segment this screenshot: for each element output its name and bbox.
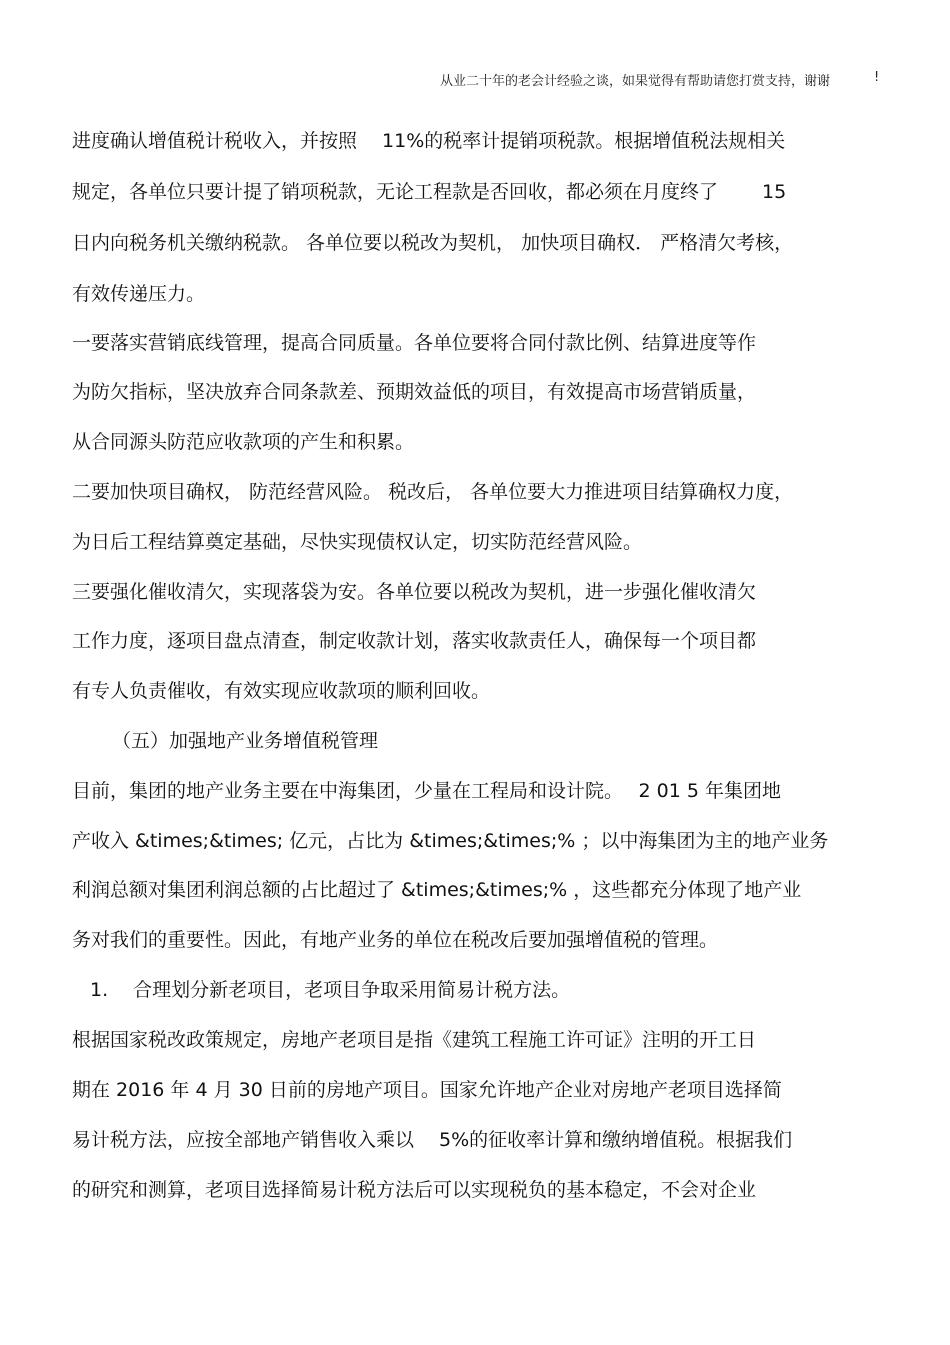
paragraph-line: 为日后工程结算奠定基础，尽快实现债权认定，切实防范经营风险。	[72, 531, 643, 553]
paragraph-line: 一要落实营销底线管理，提高合同质量。各单位要将合同付款比例、结算进度等作	[72, 332, 757, 354]
paragraph-line: 为防欠指标，坚决放弃合同条款差、预期效益低的项目，有效提高市场营销质量，	[72, 381, 757, 403]
paragraph-line: 进度确认增值税计税收入，并按照 11%的税率计提销项税款。根据增值税法规相关	[72, 130, 786, 152]
numbered-item: 1. 合理划分新老项目，老项目争取采用简易计税方法。	[90, 979, 571, 1001]
paragraph-line: 产收入 &times;&times; 亿元，占比为 &times;&times;% ；以中海集团为主的地产业务	[72, 830, 829, 852]
paragraph-line: 易计税方法，应按全部地产销售收入乘以 5%的征收率计算和缴纳增值税。根据我们	[72, 1129, 793, 1151]
paragraph-line: 规定，各单位只要计提了销项税款，无论工程款是否回收，都必须在月度终了 15	[72, 181, 787, 203]
paragraph-line: 日内向税务机关缴纳税款。 各单位要以税改为契机， 加快项目确权． 严格清欠考核，	[72, 232, 794, 254]
paragraph-line: 利润总额对集团利润总额的占比超过了 &times;&times;% ，这些都充分体现了地产业	[72, 879, 802, 901]
paragraph-line: 从合同源头防范应收款项的产生和积累。	[72, 431, 415, 453]
paragraph-line: 务对我们的重要性。因此，有地产业务的单位在税改后要加强增值税的管理。	[72, 929, 719, 951]
section-heading: （五）加强地产业务增值税管理	[112, 730, 379, 752]
paragraph-line: 二要加快项目确权， 防范经营风险。 税改后， 各单位要大力推进项目结算确权力度，	[72, 481, 794, 503]
paragraph-line: 的研究和测算，老项目选择简易计税方法后可以实现税负的基本稳定，不会对企业	[72, 1179, 757, 1201]
paragraph-line: 期在 2016 年 4 月 30 日前的房地产项目。国家允许地产企业对房地产老项目选择简	[72, 1079, 782, 1101]
header-text: 从业二十年的老会计经验之谈，如果觉得有帮助请您打赏支持，谢谢	[440, 74, 831, 89]
paragraph-line: 根据国家税改政策规定，房地产老项目是指《建筑工程施工许可证》注明的开工日	[72, 1029, 757, 1051]
header-exclamation: !	[874, 70, 880, 85]
paragraph-line: 目前，集团的地产业务主要在中海集团，少量在工程局和设计院。 2 01 5 年集团地	[72, 780, 782, 802]
paragraph-line: 工作力度，逐项目盘点清查，制定收款计划，落实收款责任人，确保每一个项目都	[72, 630, 757, 652]
paragraph-line: 有效传递压力。	[72, 283, 206, 305]
paragraph-line: 有专人负责催收，有效实现应收款项的顺利回收。	[72, 680, 491, 702]
paragraph-line: 三要强化催收清欠，实现落袋为安。各单位要以税改为契机，进一步强化催收清欠	[72, 581, 757, 603]
page-header-note	[440, 70, 880, 89]
